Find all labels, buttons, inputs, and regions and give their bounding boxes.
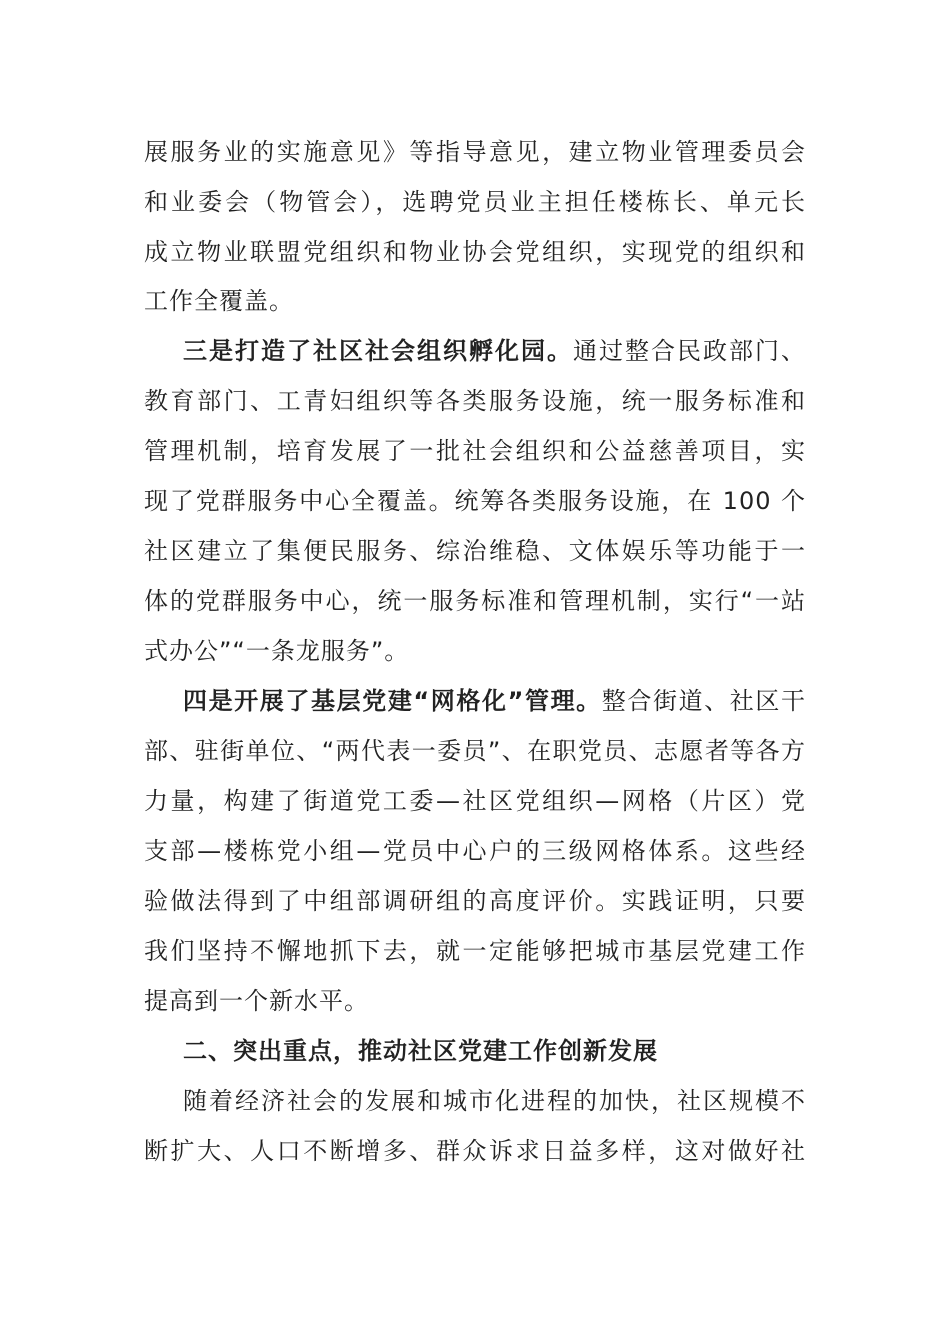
body-text-line: 展服务业的实施意见》等指导意见，建立物业管理委员会 (144, 138, 806, 166)
paragraph-lead: 四是开展了基层党建“网格化”管理。 (183, 687, 602, 715)
body-text-line: 我们坚持不懈地抓下去，就一定能够把城市基层党建工作 (144, 937, 806, 965)
body-text-line: 现了党群服务中心全覆盖。统筹各类服务设施，在 100 个 (144, 487, 806, 515)
body-text-line: 式办公”“一条龙服务”。 (144, 637, 410, 665)
body-text-line: 教育部门、工青妇组织等各类服务设施，统一服务标准和 (144, 387, 806, 415)
paragraph-lead: 三是打造了社区社会组织孵化园。 (183, 337, 573, 365)
body-text-line: 验做法得到了中组部调研组的高度评价。实践证明，只要 (144, 887, 806, 915)
body-text-line: 部、驻街单位、“两代表一委员”、在职党员、志愿者等各方 (144, 737, 806, 765)
body-text-line: 提高到一个新水平。 (144, 987, 369, 1015)
body-text-line: 管理机制，培育发展了一批社会组织和公益慈善项目，实 (144, 437, 806, 465)
body-text-line: 力量，构建了街道党工委—社区党组织—网格（片区）党 (144, 787, 806, 815)
body-text-line: 和业委会（物管会），选聘党员业主担任楼栋长、单元长 (144, 188, 806, 216)
body-text-line: 随着经济社会的发展和城市化进程的加快，社区规模不 (183, 1087, 806, 1115)
body-text-line: 社区建立了集便民服务、综治维稳、文体娱乐等功能于一 (144, 537, 806, 565)
paragraph-heading-line: 四是开展了基层党建“网格化”管理。整合街道、社区干 (183, 687, 807, 715)
body-text-line: 体的党群服务中心，统一服务标准和管理机制，实行“一站 (144, 587, 806, 615)
body-text-line: 工作全覆盖。 (144, 287, 294, 315)
body-text-line: 成立物业联盟党组织和物业协会党组织，实现党的组织和 (144, 238, 806, 266)
body-text-line: 断扩大、人口不断增多、群众诉求日益多样，这对做好社 (144, 1137, 806, 1165)
body-text-line: 支部—楼栋党小组—党员中心户的三级网格体系。这些经 (144, 837, 806, 865)
paragraph-heading-line: 三是打造了社区社会组织孵化园。通过整合民政部门、 (183, 337, 806, 365)
section-heading: 二、突出重点，推动社区党建工作创新发展 (183, 1037, 658, 1065)
